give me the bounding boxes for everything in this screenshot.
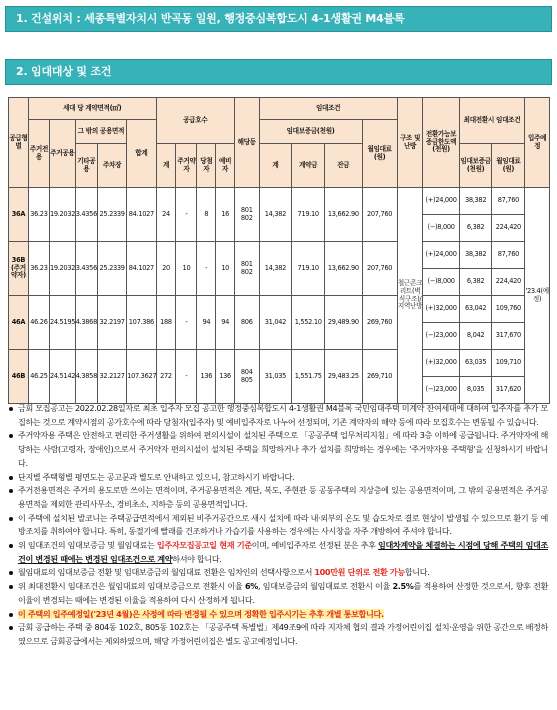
header-area-total: 합계 [127, 120, 156, 188]
header-rent-group: 임대조건 [259, 98, 397, 120]
cell-type: 36A [9, 188, 29, 242]
header-max-group: 최대전환시 임대조건 [459, 98, 525, 144]
notice-text: 위 최대전환시 임대조건은 월임대료의 임대보증금으로 전환시 이율 [18, 581, 245, 592]
cell-conv-limit: (−)8,000 [423, 215, 459, 242]
cell-conv-limit: (+)32,000 [423, 350, 459, 377]
cell-dep-balance: 13,662.90 [325, 242, 362, 296]
cell-dep-contract: 719.10 [292, 188, 325, 242]
notice-text: 주거전용면적은 주거의 용도로만 쓰이는 면적이며, 주거공용면적은 계단, 복도, 주현관 등 공동주택의 지상층에 있는 공용면적이며, 그 밖의 공용면적은 주거공용면적을 제외한 관리사무소, 경비초소, 지하층 등의 공용면적입니다. [18, 485, 548, 509]
notice-item [8, 402, 548, 429]
header-units-group: 공급호수 [156, 98, 234, 144]
cell-other: 4.3858 [75, 350, 97, 404]
notice-item [8, 539, 548, 566]
header-convertible: 전환가능보증금한도액(천원) [423, 98, 459, 188]
cell-dong: 806 [234, 296, 259, 350]
cell-max-deposit: 6,382 [459, 269, 492, 296]
cell-area-total: 107.386 [127, 296, 156, 350]
cell-units-win: 94 [197, 296, 216, 350]
cell-conv-limit: (−)8,000 [423, 269, 459, 296]
cell-parking: 32.2197 [97, 296, 126, 350]
notice-item [8, 484, 548, 511]
cell-dep-total: 31,035 [259, 350, 292, 404]
cell-move-in: '23.4(예정) [525, 188, 550, 404]
cell-shared: 24.5195 [49, 296, 75, 350]
cell-conv-limit: (+)24,000 [423, 188, 459, 215]
cell-units-win: 8 [197, 188, 216, 242]
cell-monthly: 207,760 [362, 188, 397, 242]
header-supply-type: 공급형별 [9, 98, 29, 188]
header-other-group: 그 밖의 공용면적 [75, 120, 127, 144]
cell-units-spare: 94 [216, 296, 235, 350]
cell-max-monthly: 109,710 [492, 350, 525, 377]
cell-units-spare: 136 [216, 350, 235, 404]
notice-text: 단지별 주택형별 평면도는 공고문과 별도로 안내하고 있으니, 참고하시기 바랍니다. [18, 471, 295, 482]
notice-text: 월임대료의 임대보증금 전환 및 임대보증금의 월임대료 전환은 임차인의 선택사항으로서 [18, 567, 315, 578]
header-units-win: 당첨자 [197, 144, 216, 188]
cell-area-total: 84.1027 [127, 188, 156, 242]
header-units-total: 계 [156, 144, 176, 188]
cell-shared: 24.5142 [49, 350, 75, 404]
cell-units-win: 136 [197, 350, 216, 404]
rental-conditions-table [8, 97, 550, 404]
cell-dep-contract: 719.10 [292, 242, 325, 296]
cell-max-deposit: 6,382 [459, 215, 492, 242]
section-title-location: 1. 건설위치 : 세종특별자치시 반곡동 일원, 행정중심복합도시 4-1생활권 M4블록 [5, 6, 552, 32]
notice-text: 하셔야 합니다. [172, 553, 222, 564]
cell-max-monthly: 87,760 [492, 242, 525, 269]
section-title-conditions: 2. 임대대상 및 조건 [5, 59, 552, 85]
header-dep-balance: 잔금 [325, 144, 362, 188]
cell-max-deposit: 8,042 [459, 323, 492, 350]
header-shared: 주거공용 [49, 120, 75, 188]
cell-other: 3.4356 [75, 188, 97, 242]
cell-units-total: 20 [156, 242, 176, 296]
header-max-deposit: 임대보증금(천원) [459, 144, 492, 188]
notice-text: 금회 공급하는 주택 중 804동 102호, 805동 102호는 「공공주택 특별법」제49조9에 따라 지자체 협의 결과 가정어린이집 설치·운영을 위한 공간으로 배정하였으므로 금회공급에서는 제외하였으며, 해당 가정어린이집은 별도 공고예정입니다. [18, 622, 548, 646]
cell-dep-balance: 29,483.25 [325, 350, 362, 404]
cell-parking: 25.2339 [97, 188, 126, 242]
cell-residential: 46.25 [28, 350, 49, 404]
cell-units-weak: - [176, 188, 197, 242]
header-move-in: 입주예정 [525, 98, 550, 188]
cell-monthly: 269,710 [362, 350, 397, 404]
cell-dep-contract: 1,551.75 [292, 350, 325, 404]
cell-monthly: 269,760 [362, 296, 397, 350]
cell-type: 46B [9, 350, 29, 404]
cell-parking: 32.2127 [97, 350, 126, 404]
header-parking: 주차장 [97, 144, 126, 188]
notice-item [8, 621, 548, 648]
notice-item [8, 580, 548, 607]
cell-shared: 19.2032 [49, 188, 75, 242]
cell-dep-contract: 1,552.10 [292, 296, 325, 350]
cell-units-weak: 10 [176, 242, 197, 296]
cell-area-total: 84.1027 [127, 242, 156, 296]
cell-max-monthly: 109,760 [492, 296, 525, 323]
cell-conv-limit: (+)24,000 [423, 242, 459, 269]
cell-dep-total: 14,382 [259, 242, 292, 296]
cell-units-weak: - [176, 296, 197, 350]
header-deposit-group: 임대보증금(천원) [259, 120, 362, 144]
cell-parking: 25.2339 [97, 242, 126, 296]
notice-list [8, 402, 548, 649]
cell-monthly: 207,760 [362, 242, 397, 296]
notice-text: 위 임대조건의 임대보증금 및 월임대료는 [18, 540, 157, 551]
cell-dong: 804 805 [234, 350, 259, 404]
cell-dep-total: 14,382 [259, 188, 292, 242]
header-structure: 구조 및 난방 [397, 98, 423, 188]
table-row [9, 188, 550, 215]
cell-conv-limit: (−)23,000 [423, 377, 459, 404]
cell-type: 36B (주거약자) [9, 242, 29, 296]
cell-max-monthly: 87,760 [492, 188, 525, 215]
notice-rate: 6% [244, 581, 258, 592]
cell-dep-balance: 29,489.90 [325, 296, 362, 350]
notice-text: , 임대보증금의 월임대료로 전환시 이율 [258, 581, 393, 592]
notice-highlight: 100만원 단위로 전환 가능 [314, 567, 405, 578]
table-row [9, 296, 550, 323]
notice-highlight: 입주자모집공고일 현재 기준 [156, 540, 252, 551]
cell-other: 3.4356 [75, 242, 97, 296]
header-dong: 해당동 [234, 98, 259, 188]
header-dep-contract: 계약금 [292, 144, 325, 188]
cell-max-monthly: 317,620 [492, 377, 525, 404]
cell-max-monthly: 317,670 [492, 323, 525, 350]
cell-units-total: 24 [156, 188, 176, 242]
cell-conv-limit: (−)23,000 [423, 323, 459, 350]
cell-dep-total: 31,042 [259, 296, 292, 350]
cell-max-deposit: 63,042 [459, 296, 492, 323]
cell-max-monthly: 224,420 [492, 269, 525, 296]
header-area-group: 세대 당 계약면적(㎡) [28, 98, 156, 120]
cell-max-deposit: 38,382 [459, 242, 492, 269]
notice-text: 주거약자용 주택은 안전하고 편리한 주거생활을 위하여 편의시설이 설치된 주택으로 「공공주택 업무처리지침」에 따라 3층 이하에 공급됩니다. 주거약자에 해당하는 사람(고령자, 장애인)으로서 주거약자 편의시설이 설치된 주택을 희망하거나 추가 설치를 희망하는 경우에는 '주거약자용 주택형'을 신청하시기 바랍니다. [18, 430, 548, 468]
notice-item [8, 512, 548, 539]
notice-item [8, 471, 548, 485]
notice-text: 이며, 예비입주자로 선정된 분은 추후 [251, 540, 378, 551]
table-row [9, 242, 550, 269]
cell-dep-balance: 13,662.90 [325, 188, 362, 242]
cell-conv-limit: (+)32,000 [423, 296, 459, 323]
notice-item [8, 429, 548, 470]
header-monthly: 월임대료(원) [362, 120, 397, 188]
header-residential: 주거전용 [28, 120, 49, 188]
cell-type: 46A [9, 296, 29, 350]
notice-text: 이 주택에 설치된 발코니는 주택공급면적에서 제외된 비주거공간으로 새시 설치에 따라 내·외부의 온도 및 습도차로 결로 현상이 발생될 수 있으므로 환기 등 예방조치를 취하여야 합니다. 특히, 동절기에 빨래를 건조하거나 가습기를 사용하는 경우에는 사시창을 자주 개방하여 주셔야 합니다. [18, 512, 548, 537]
cell-units-weak: - [176, 350, 197, 404]
cell-units-spare: 16 [216, 188, 235, 242]
cell-max-monthly: 224,420 [492, 215, 525, 242]
cell-units-win: - [197, 242, 216, 296]
cell-area-total: 107.3627 [127, 350, 156, 404]
header-max-monthly: 월임대료(원) [492, 144, 525, 188]
cell-residential: 46.26 [28, 296, 49, 350]
cell-shared: 19.2032 [49, 242, 75, 296]
cell-dong: 801 802 [234, 242, 259, 296]
header-units-weak: 주거약자 [176, 144, 197, 188]
cell-units-total: 272 [156, 350, 176, 404]
table-row [9, 350, 550, 377]
notice-emphasis: 임대차계약을 체결하는 시점에 당해 주택의 임대조건이 변경된 때에는 변경된 임대조건으로 계약 [18, 540, 548, 564]
header-other-shared: 기타공용 [75, 144, 97, 188]
cell-units-total: 188 [156, 296, 176, 350]
notice-item [8, 608, 548, 622]
cell-max-deposit: 8,035 [459, 377, 492, 404]
notice-item [8, 566, 548, 580]
cell-units-spare: 10 [216, 242, 235, 296]
cell-structure: 철근콘크리트(벽식구조)/지역난방 [397, 188, 423, 404]
notice-text: 합니다. [404, 567, 430, 578]
cell-max-deposit: 38,382 [459, 188, 492, 215]
notice-text: 를 적용하여 산정한 것으로서, 향후 전환이율이 변경되는 때에는 변경된 이율을 적용하여 다시 산정하게 됩니다. [18, 581, 548, 605]
notice-rate: 2.5% [392, 581, 414, 592]
cell-residential: 36.23 [28, 188, 49, 242]
cell-dong: 801 802 [234, 188, 259, 242]
notice-text: 금회 모집공고는 2022.02.28일자로 최초 입주자 모집 공고한 행정중심복합도시 4-1생활권 M4블록 국민임대주택 미계약 잔여세대에 대하여 입주자를 추가 모집하는 것으로 계약시점의 공가호수에 따라 당첨자(입주자) 및 예비입주자로 나누어 선정되며, 기존 계약자의 해약 등에 따라 모집호수는 변동될 수 있습니다. [18, 403, 548, 427]
notice-warning: 이 주택의 입주예정일('23년 4월)은 사정에 따라 변경될 수 있으며 정확한 입주시기는 추후 개별 통보합니다. [18, 608, 384, 619]
cell-residential: 36.23 [28, 242, 49, 296]
header-dep-total: 계 [259, 144, 292, 188]
cell-other: 4.3868 [75, 296, 97, 350]
cell-max-deposit: 63,035 [459, 350, 492, 377]
header-units-spare: 예비자 [216, 144, 235, 188]
